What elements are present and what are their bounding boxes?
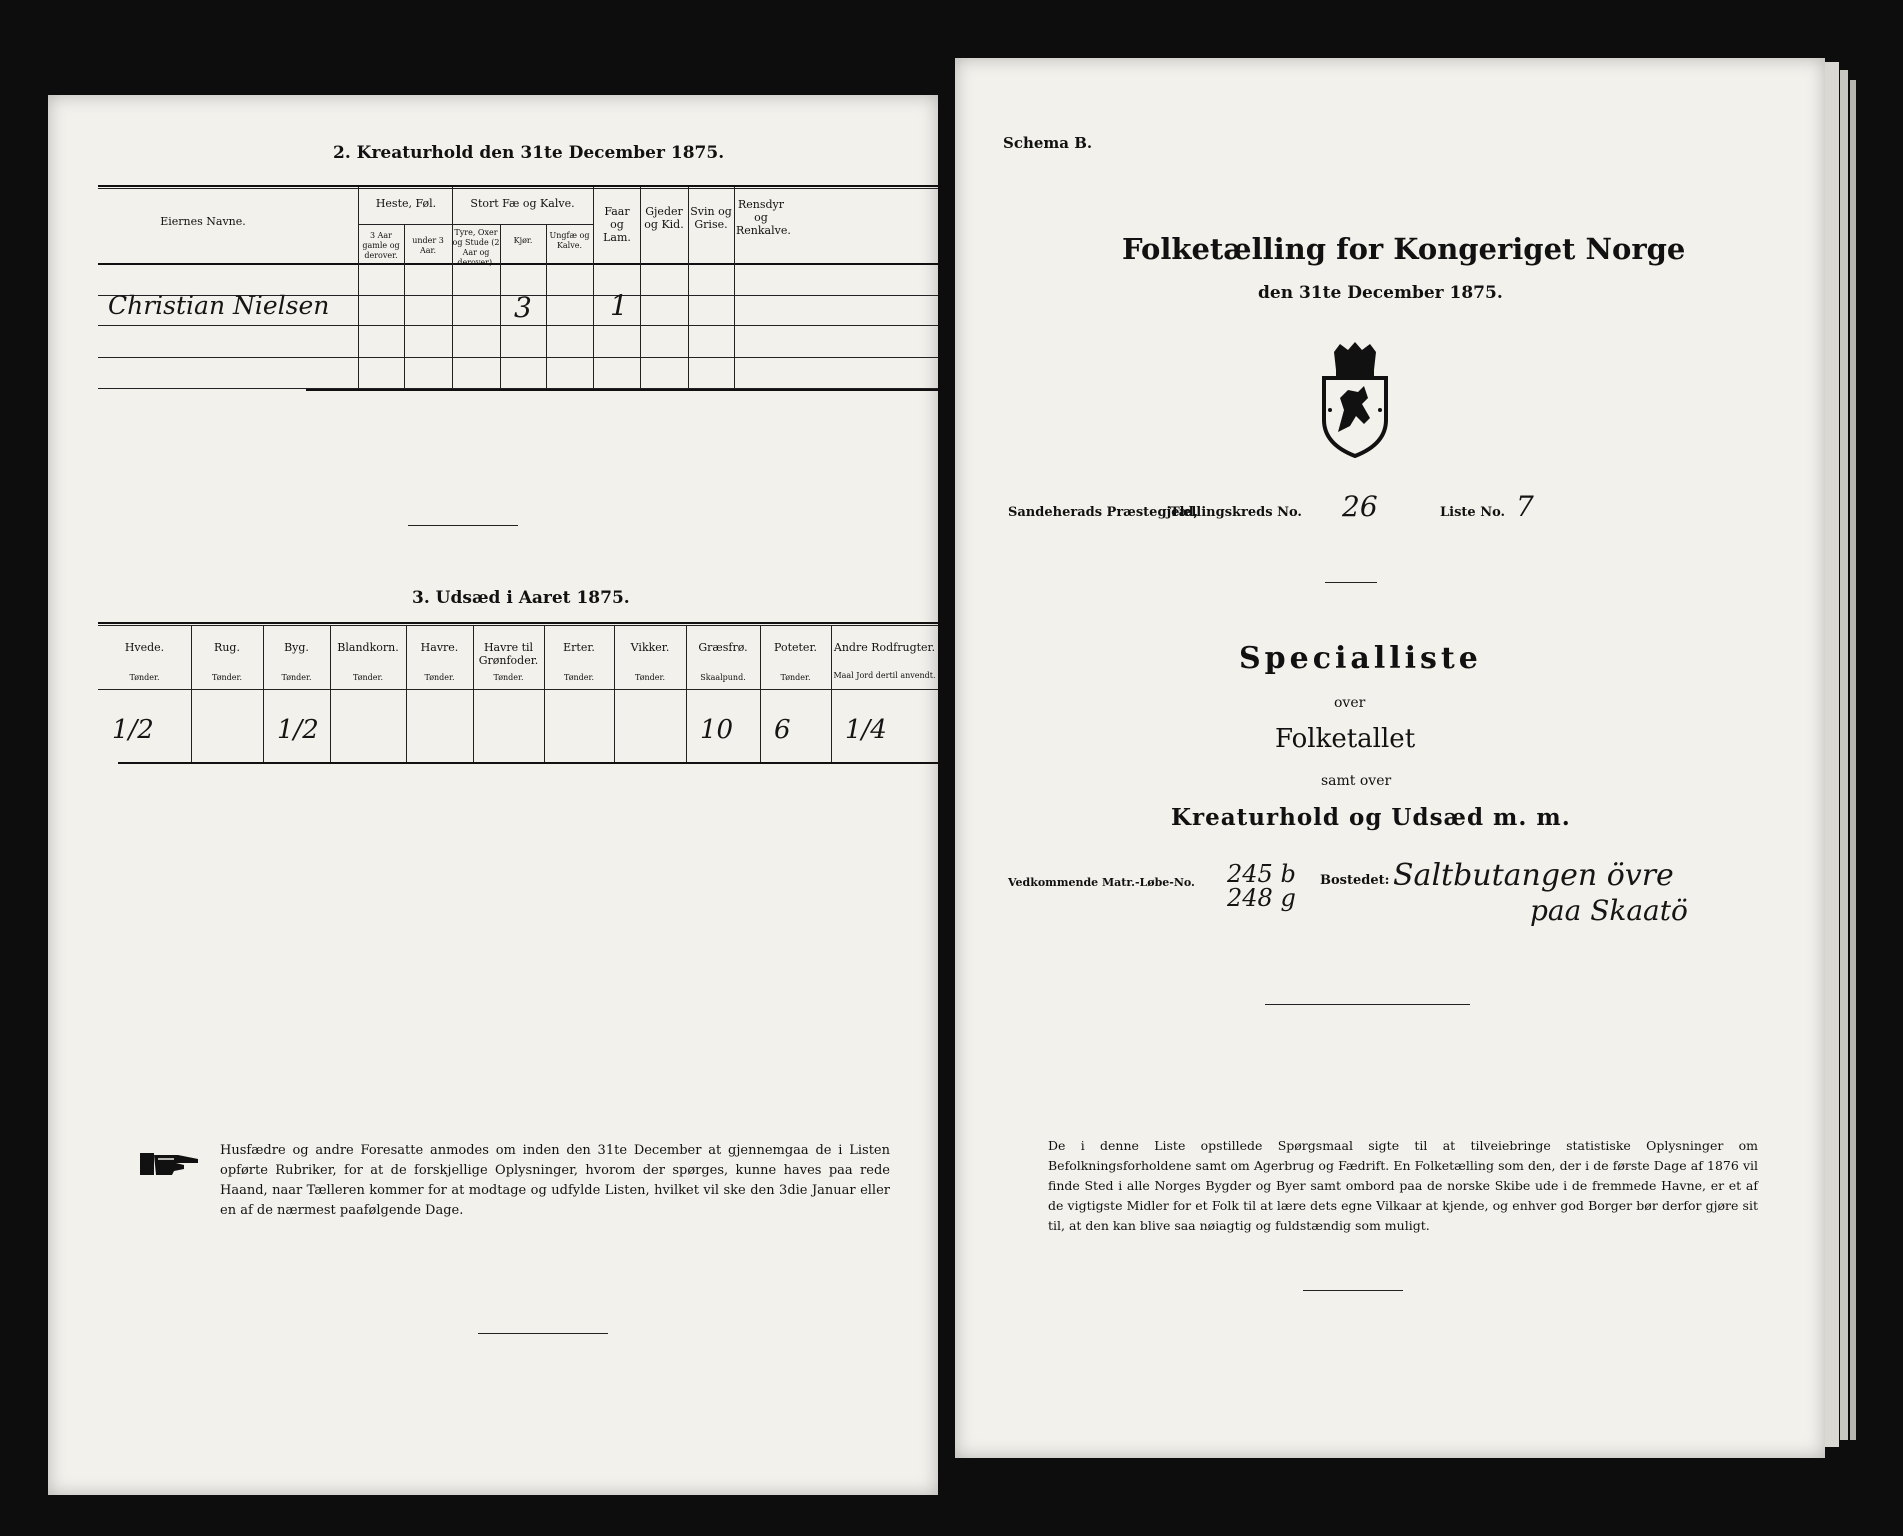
divider-bottom	[1303, 1290, 1403, 1291]
table2-top-border	[98, 185, 938, 187]
right-page	[955, 58, 1825, 1458]
main-title: Folketælling for Kongeriget Norge	[1122, 232, 1686, 266]
seed-col-unit-9: Tønder.	[780, 673, 811, 682]
seed-col-unit-2: Tønder.	[281, 673, 312, 682]
divider-short	[1325, 582, 1377, 583]
folketallet-title: Folketallet	[1275, 724, 1416, 754]
seed-col-unit-3: Tønder.	[352, 673, 384, 682]
col-sheep-header: Faar og Lam.	[603, 205, 631, 244]
bosted-label: Bostedet:	[1320, 873, 1390, 888]
table2-col-sep	[688, 187, 689, 389]
table2-col-sep	[734, 187, 735, 389]
coat-of-arms-icon	[1318, 340, 1392, 458]
col-cattle-sub2: Kjør.	[513, 236, 533, 245]
col-cattle-sub3: Ungfæ og Kalve.	[549, 231, 590, 250]
list-label: Liste No.	[1440, 505, 1506, 520]
matr-label: Vedkommende Matr.-Løbe-No.	[1008, 876, 1195, 889]
list-number: 7	[1516, 490, 1534, 523]
seed-col-header-6: Erter.	[563, 641, 595, 654]
seed-col-header-8: Græsfrø.	[698, 641, 748, 654]
seed-value-9: 6	[774, 715, 791, 745]
table3-header-bottom	[98, 689, 938, 690]
samt-over-text: samt over	[1321, 773, 1392, 789]
main-subtitle: den 31te December 1875.	[1258, 283, 1503, 303]
seed-col-unit-1: Tønder.	[211, 673, 243, 682]
table2-row-line-3	[98, 357, 938, 358]
horses-subheader-line	[358, 224, 452, 225]
bosted-value-2: paa Skaatö	[1530, 894, 1688, 927]
seed-col-unit-6: Tønder.	[563, 673, 595, 682]
district-number: 26	[1342, 490, 1378, 523]
seed-col-header-5: Havre til Grønfoder.	[478, 641, 539, 667]
seed-col-unit-0: Tønder.	[129, 673, 160, 682]
table2-col-sep	[500, 225, 501, 389]
col-horses-sub1: 3 Aar gamle og derover.	[362, 231, 400, 260]
info-paragraph: De i denne Liste opstillede Spørgsmaal sigte til at tilveiebringe statistiske Oplysninger om Befolkningsforholdene samt om Agerbrug og Fædrift. En Folketælling som den, der i de første Dage af 1876 vil finde Sted i alle Norges Bygder og Byer samt ombord paa de norske Skibe ude i de fremmede Havne, er et af de vigtigste Midler for et Folk til at lære dets egne Vilkaar at kjende, og enhver god Borger bør derfor gjøre sit til, at den kan blive saa nøiagtig og fuldstændig som muligt.	[1048, 1138, 1758, 1233]
seed-col-header-2: Byg.	[284, 641, 309, 654]
seed-col-unit-10: Maal Jord dertil anvendt.	[833, 671, 936, 680]
table2-col-sep	[452, 187, 453, 389]
seed-col-unit-8: Skaalpund.	[700, 673, 746, 682]
left-page	[48, 95, 938, 1495]
col-horses-sub2: under 3 Aar.	[412, 236, 444, 255]
table2-col-sep	[358, 187, 359, 389]
seed-col-header-10: Andre Rodfrugter.	[833, 641, 936, 654]
seed-col-header-7: Vikker.	[630, 641, 670, 654]
notice-paragraph: Husfædre og andre Foresatte anmodes om inden den 31te December at gjennemgaa de i Listen opførte Rubriker, for at de forskjellige Oplysninger, hvorom der spørges, kunne haves paa rede Haand, naar Tælleren kommer for at modtage og udfylde Listen, hvilket vil ske den 3die Januar eller en af de nærmest paafølgende Dage.	[220, 1143, 890, 1218]
page-edge-strip	[1840, 70, 1848, 1440]
divider-short	[408, 525, 518, 526]
over-text: over	[1334, 695, 1366, 711]
owner-name-row-1: Christian Nielsen	[108, 291, 330, 320]
seed-value-8: 10	[700, 715, 734, 745]
seed-value-10: 1/4	[845, 715, 887, 745]
seed-col-header-0: Hvede.	[124, 641, 165, 654]
col-goats-header: Gjeder og Kid.	[644, 205, 684, 231]
seed-col-header-4: Havre.	[420, 641, 459, 654]
table2-col-sep	[593, 187, 594, 389]
table3-top-border	[98, 622, 938, 624]
table3-bottom-border	[118, 762, 938, 764]
seed-value-2: 1/2	[277, 715, 319, 745]
table2-top-border-inner	[98, 188, 938, 189]
seed-col-unit-5: Tønder.	[493, 673, 524, 682]
cattle-subheader-line	[452, 224, 593, 225]
col-cattle-header: Stort Fæ og Kalve.	[470, 197, 575, 210]
matr-value-1: 245 b	[1227, 860, 1296, 888]
table2-row-line-2	[98, 325, 938, 326]
divider-mid	[1265, 1004, 1470, 1005]
section2-title: 2. Kreaturhold den 31te December 1875.	[333, 143, 725, 163]
sheep-count-row-1: 1	[610, 289, 628, 322]
parish-label: Sandeherads Præstegjeld,	[1008, 505, 1199, 520]
col-cattle-sub1: Tyre, Oxer og Stude (2 Aar og derover).	[452, 228, 500, 267]
table2-header-bottom	[98, 263, 938, 265]
seed-col-header-9: Poteter.	[774, 641, 817, 654]
matr-value-2: 248 g	[1227, 884, 1296, 912]
table2-bottom-border	[306, 389, 938, 391]
schema-label: Schema B.	[1003, 134, 1093, 152]
specialliste-title: Specialliste	[1239, 641, 1482, 676]
col-horses-header: Heste, Føl.	[375, 197, 437, 210]
seed-col-unit-4: Tønder.	[424, 673, 455, 682]
district-label: Tællingskreds No.	[1170, 505, 1302, 520]
seed-col-unit-7: Tønder.	[634, 673, 666, 682]
seed-value-0: 1/2	[112, 715, 154, 745]
table2-col-sep	[640, 187, 641, 389]
page-edge-strip	[1850, 80, 1856, 1440]
col-pigs-header: Svin og Grise.	[690, 205, 732, 231]
bosted-value-1: Saltbutangen övre	[1393, 858, 1674, 893]
pointing-hand-icon	[138, 1147, 202, 1179]
col-reindeer-header: Rensdyr og Renkalve.	[736, 198, 791, 237]
seed-col-header-1: Rug.	[214, 641, 240, 654]
cows-count-row-1: 3	[514, 291, 532, 324]
table3-top-border-inner	[98, 625, 938, 626]
section3-title: 3. Udsæd i Aaret 1875.	[412, 588, 630, 608]
page-edge-strip	[1825, 62, 1839, 1447]
kreaturhold-title: Kreaturhold og Udsæd m. m.	[1171, 804, 1571, 831]
col-owner-header: Eiernes Navne.	[160, 215, 246, 228]
divider-bottom	[478, 1333, 608, 1334]
seed-col-header-3: Blandkorn.	[337, 641, 399, 654]
